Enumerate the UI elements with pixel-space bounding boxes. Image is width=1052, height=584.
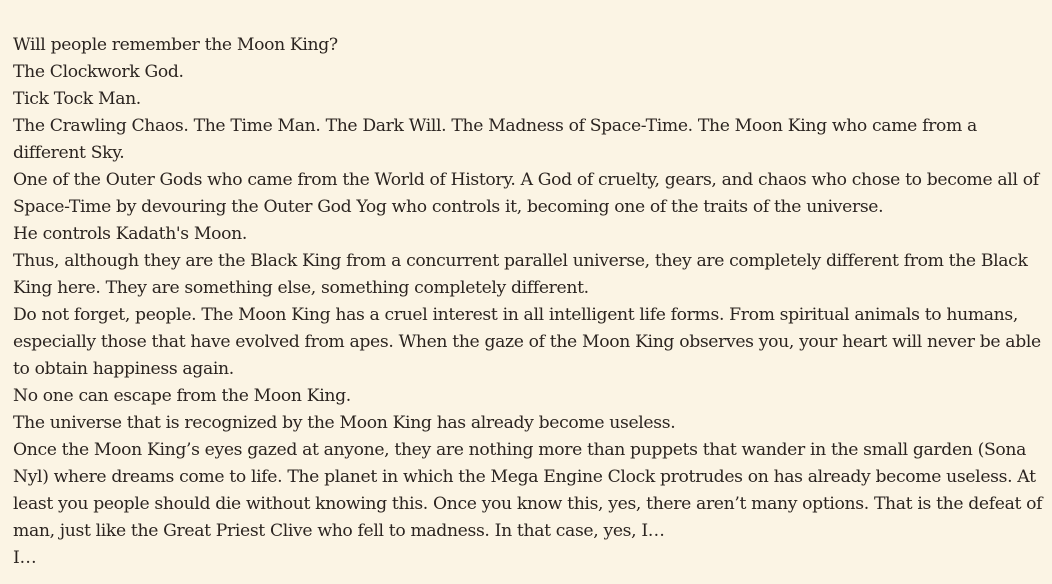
paragraph: The universe that is recognized by the Moon King has already become useless.: [13, 413, 676, 433]
chapter-text: [13, 32, 1043, 572]
paragraph: Do not forget, people. The Moon King has a cruel interest in all intelligent life forms. From spiritual animals to humans, especially those that have evolved from apes. When the gaze of the Moon King observes you, your heart will never be able to obtain happiness again.: [13, 305, 1041, 379]
paragraph: One of the Outer Gods who came from the World of History. A God of cruelty, gears, and chaos who chose to become all of Space-Time by devouring the Outer God Yog who controls it, becoming one of the traits of the universe.: [13, 170, 1039, 217]
paragraph: Thus, although they are the Black King from a concurrent parallel universe, they are completely different from the Black King here. They are something else, something completely different.: [13, 251, 1028, 298]
paragraph: Tick Tock Man.: [13, 89, 141, 109]
paragraph: The Clockwork God.: [13, 62, 184, 82]
paragraph: Will people remember the Moon King?: [13, 35, 338, 55]
paragraph: No one can escape from the Moon King.: [13, 386, 351, 406]
paragraph: Once the Moon King’s eyes gazed at anyone, they are nothing more than puppets that wander in the small garden (Sona Nyl) where dreams come to life. The planet in which the Mega Engine Clock protrudes on has already become useless. At least you people should die without knowing this. Once you know this, yes, there aren’t many options. That is the defeat of man, just like the Great Priest Clive who fell to madness. In that case, yes, I…: [13, 440, 1043, 541]
paragraph: The Crawling Chaos. The Time Man. The Dark Will. The Madness of Space-Time. The Moon King who came from a different Sky.: [13, 116, 977, 163]
paragraph: He controls Kadath's Moon.: [13, 224, 247, 244]
paragraph: I…: [13, 548, 37, 568]
